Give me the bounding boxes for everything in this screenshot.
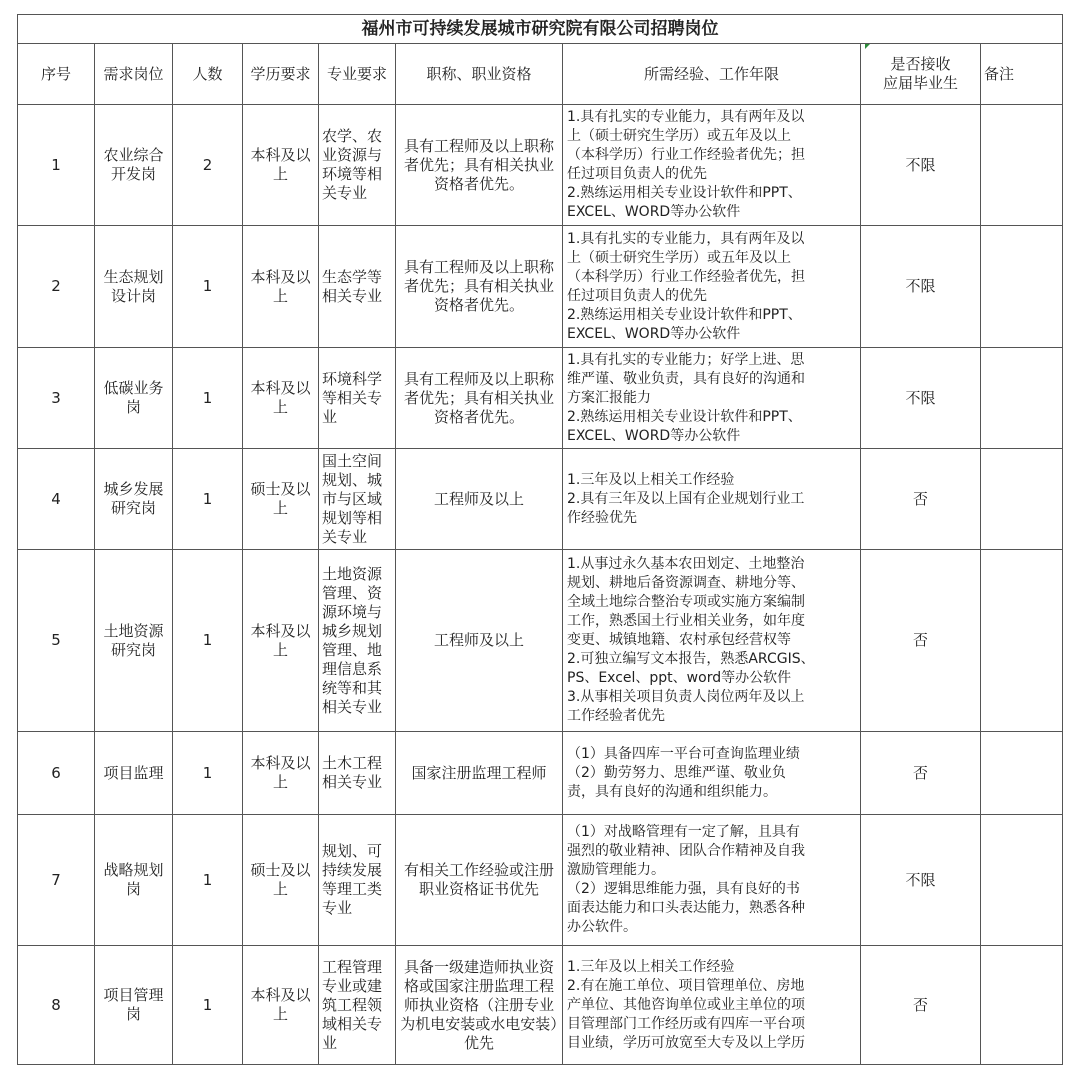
- row-position: 项目监理: [95, 732, 173, 815]
- table-row: [18, 550, 1063, 732]
- header-fresh-grad-line1: 是否接收: [890, 55, 951, 73]
- row-fresh-grad: 不限: [861, 348, 981, 449]
- row-remark: [981, 105, 1063, 226]
- row-position: 土地资源研究岗: [95, 550, 173, 732]
- experience-line: 3.从事相关项目负责人岗位两年及以上: [567, 689, 805, 705]
- row-no: 4: [18, 449, 95, 550]
- experience-line: 作经验优先: [567, 509, 637, 526]
- experience-line: EXCEL、WORD等办公软件: [567, 204, 741, 220]
- table-row: [18, 946, 1063, 1065]
- experience-line: 方案汇报能力: [567, 389, 651, 406]
- experience-line: 变更、城镇地籍、农村承包经营权等: [567, 632, 791, 648]
- row-major: 土地资源管理、资源环境与城乡规划管理、地理信息系统等和其相关专业: [319, 550, 396, 732]
- row-fresh-grad: 不限: [861, 105, 981, 226]
- row-fresh-grad: 否: [861, 550, 981, 732]
- row-title-qual: 工程师及以上: [396, 550, 563, 732]
- row-major: 农学、农业资源与环境等相关专业: [319, 105, 396, 226]
- experience-line: PS、Excel、ppt、word等办公软件: [567, 670, 792, 686]
- experience-line: （本科学历）行业工作经验者优先，担: [567, 268, 805, 285]
- row-position: 生态规划设计岗: [95, 226, 173, 348]
- table-title: 福州市可持续发展城市研究院有限公司招聘岗位: [18, 15, 1063, 44]
- experience-line: （1）具备四库一平台可查询监理业绩: [567, 745, 800, 762]
- experience-line: 产单位、其他咨询单位或业主单位的项: [567, 996, 805, 1013]
- row-position: 农业综合开发岗: [95, 105, 173, 226]
- header-row: [18, 44, 1063, 105]
- header-position: 需求岗位: [95, 44, 173, 105]
- row-major: 环境科学等相关专业: [319, 348, 396, 449]
- row-count: 1: [173, 732, 243, 815]
- table-row: [18, 226, 1063, 348]
- table-row: [18, 449, 1063, 550]
- experience-line: 目管理部门工作经历或有四库一平台项: [567, 1015, 805, 1032]
- row-position: 低碳业务岗: [95, 348, 173, 449]
- table-row: [18, 732, 1063, 815]
- header-education: 学历要求: [243, 44, 319, 105]
- experience-line: （2）勤劳努力、思维严谨、敬业负: [567, 764, 786, 781]
- row-position: 城乡发展研究岗: [95, 449, 173, 550]
- experience-line: 目业绩，学历可放宽至大专及以上学历: [567, 1034, 805, 1051]
- row-education: 本科及以上: [243, 348, 319, 449]
- row-remark: [981, 550, 1063, 732]
- row-title-qual: 具有工程师及以上职称者优先；具有相关执业资格者优先。: [396, 226, 563, 348]
- row-education: 硕士及以上: [243, 449, 319, 550]
- experience-line: 2.具有三年及以上国有企业规划行业工: [567, 490, 805, 507]
- row-count: 2: [173, 105, 243, 226]
- row-education: 本科及以上: [243, 946, 319, 1065]
- row-remark: [981, 449, 1063, 550]
- experience-line: 激励管理能力。: [567, 862, 665, 878]
- experience-line: 任过项目负责人的优先: [567, 166, 707, 182]
- experience-line: 1.三年及以上相关工作经验: [567, 471, 735, 488]
- header-title-qual: 职称、职业资格: [396, 44, 563, 105]
- row-fresh-grad: 不限: [861, 815, 981, 946]
- row-count: 1: [173, 449, 243, 550]
- row-title-qual: 具有工程师及以上职称者优先；具有相关执业资格者优先。: [396, 105, 563, 226]
- row-title-qual: 工程师及以上: [396, 449, 563, 550]
- experience-line: 1.具有扎实的专业能力；好学上进、思: [567, 351, 805, 368]
- experience-line: 责，具有良好的沟通和组织能力。: [567, 783, 777, 800]
- experience-line: 维严谨、敬业负责，具有良好的沟通和: [567, 370, 805, 387]
- row-count: 1: [173, 550, 243, 732]
- row-position: 项目管理岗: [95, 946, 173, 1065]
- row-remark: [981, 946, 1063, 1065]
- experience-line: 2.熟练运用相关专业设计软件和PPT、: [567, 306, 802, 323]
- row-remark: [981, 226, 1063, 348]
- row-education: 本科及以上: [243, 732, 319, 815]
- experience-line: 2.熟练运用相关专业设计软件和PPT、: [567, 185, 802, 201]
- row-no: 7: [18, 815, 95, 946]
- row-title-qual: 国家注册监理工程师: [396, 732, 563, 815]
- row-experience: [563, 226, 861, 348]
- experience-line: 1.具有扎实的专业能力，具有两年及以: [567, 109, 805, 125]
- row-no: 8: [18, 946, 95, 1065]
- row-experience: [563, 815, 861, 946]
- experience-line: （本科学历）行业工作经验者优先；担: [567, 147, 805, 163]
- row-count: 1: [173, 348, 243, 449]
- row-fresh-grad: 否: [861, 449, 981, 550]
- header-experience: 所需经验、工作年限: [563, 44, 861, 105]
- header-count: 人数: [173, 44, 243, 105]
- row-experience: [563, 732, 861, 815]
- experience-line: 全域土地综合整治专项或实施方案编制: [567, 594, 805, 610]
- experience-line: EXCEL、WORD等办公软件: [567, 325, 741, 342]
- row-remark: [981, 815, 1063, 946]
- experience-line: 1.三年及以上相关工作经验: [567, 958, 735, 975]
- experience-line: 1.具有扎实的专业能力，具有两年及以: [567, 230, 805, 247]
- row-experience: [563, 348, 861, 449]
- experience-line: 强烈的敬业精神、团队合作精神及自我: [567, 843, 805, 859]
- experience-line: （1）对战略管理有一定了解，且具有: [567, 824, 800, 840]
- experience-line: 工作经验者优先: [567, 708, 665, 724]
- experience-line: 2.熟练运用相关专业设计软件和PPT、: [567, 408, 802, 425]
- experience-line: 办公软件。: [567, 919, 637, 935]
- row-title-qual: 有相关工作经验或注册职业资格证书优先: [396, 815, 563, 946]
- row-fresh-grad: 否: [861, 732, 981, 815]
- row-count: 1: [173, 946, 243, 1065]
- experience-line: （2）逻辑思维能力强，具有良好的书: [567, 881, 800, 897]
- experience-line: EXCEL、WORD等办公软件: [567, 427, 741, 444]
- row-count: 1: [173, 226, 243, 348]
- header-no: 序号: [18, 44, 95, 105]
- row-title-qual: 具有工程师及以上职称者优先；具有相关执业资格者优先。: [396, 348, 563, 449]
- row-no: 1: [18, 105, 95, 226]
- row-experience: [563, 105, 861, 226]
- row-major: 国土空间规划、城市与区域规划等相关专业: [319, 449, 396, 550]
- row-education: 本科及以上: [243, 226, 319, 348]
- row-no: 3: [18, 348, 95, 449]
- row-remark: [981, 732, 1063, 815]
- row-title-qual: 具备一级建造师执业资格或国家注册监理工程师执业资格（注册专业为机电安装或水电安装）优先: [396, 946, 563, 1065]
- experience-line: 上（硕士研究生学历）或五年及以上: [567, 128, 791, 144]
- experience-line: 2.有在施工单位、项目管理单位、房地: [567, 977, 805, 994]
- experience-line: 1.从事过永久基本农田划定、土地整治: [567, 556, 805, 572]
- table-row: [18, 815, 1063, 946]
- row-major: 土木工程相关专业: [319, 732, 396, 815]
- experience-line: 面表达能力和口头表达能力，熟悉各种: [567, 900, 805, 916]
- header-remark: 备注: [981, 44, 1063, 105]
- row-no: 6: [18, 732, 95, 815]
- row-major: 规划、可持续发展等理工类专业: [319, 815, 396, 946]
- row-remark: [981, 348, 1063, 449]
- row-major: 生态学等相关专业: [319, 226, 396, 348]
- table-row: [18, 348, 1063, 449]
- experience-line: 2.可独立编写文本报告，熟悉ARCGIS、: [567, 651, 815, 667]
- row-fresh-grad: 不限: [861, 226, 981, 348]
- experience-line: 规划、耕地后备资源调查、耕地分等、: [567, 575, 805, 591]
- header-fresh-grad: [861, 44, 981, 105]
- header-major: 专业要求: [319, 44, 396, 105]
- header-fresh-grad-line2: 应届毕业生: [882, 74, 958, 92]
- recruitment-table: [17, 14, 1063, 1065]
- row-experience: [563, 550, 861, 732]
- row-major: 工程管理专业或建筑工程领域相关专业: [319, 946, 396, 1065]
- experience-line: 上（硕士研究生学历）或五年及以上: [567, 249, 791, 266]
- row-experience: [563, 449, 861, 550]
- row-education: 本科及以上: [243, 550, 319, 732]
- row-count: 1: [173, 815, 243, 946]
- row-experience: [563, 946, 861, 1065]
- table-row: [18, 105, 1063, 226]
- row-education: 本科及以上: [243, 105, 319, 226]
- experience-line: 任过项目负责人的优先: [567, 287, 707, 304]
- experience-line: 工作，熟悉国土行业相关业务，如年度: [567, 613, 805, 629]
- row-no: 5: [18, 550, 95, 732]
- row-education: 硕士及以上: [243, 815, 319, 946]
- row-no: 2: [18, 226, 95, 348]
- row-fresh-grad: 否: [861, 946, 981, 1065]
- row-position: 战略规划岗: [95, 815, 173, 946]
